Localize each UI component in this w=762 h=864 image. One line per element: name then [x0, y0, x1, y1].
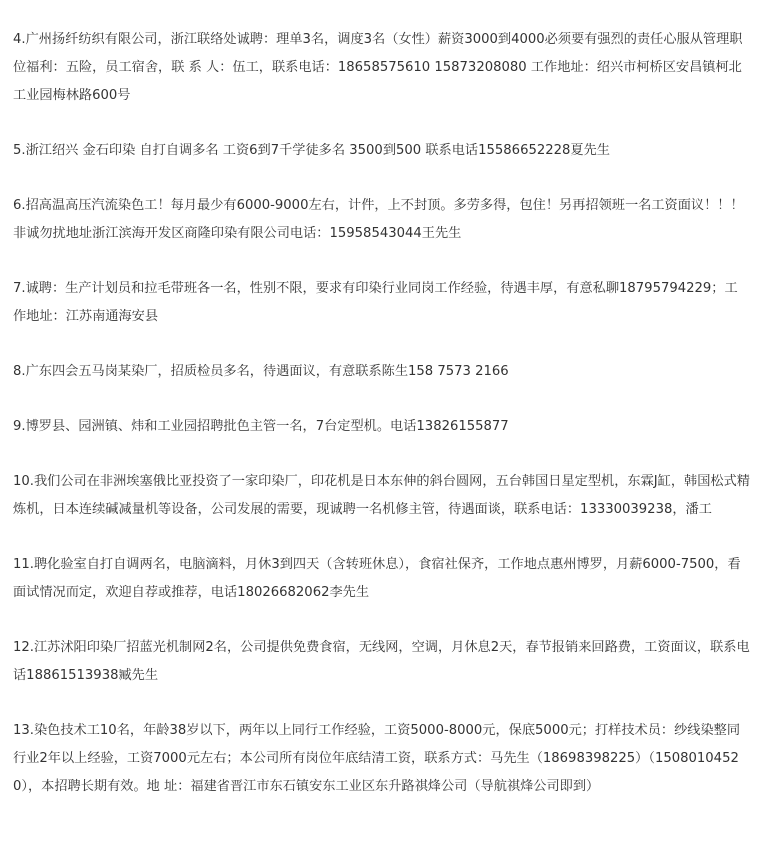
listing-item-12 [13, 634, 750, 690]
listing-item-6 [13, 192, 750, 248]
listing-text: 6.招高温高压汽流染色工！每月最少有6000-9000左右，计件，上不封顶。多劳多得，包住！另再招领班一名工资面议！！！非诚勿扰地址浙江滨海开发区商隆印染有限公司电话：15958543044王先生 [13, 198, 744, 241]
listing-item-7 [13, 275, 750, 331]
listing-item-9 [13, 413, 750, 441]
listing-text: 9.博罗县、园洲镇、炜和工业园招聘批色主管一名，7台定型机。电话13826155877 [13, 419, 509, 434]
listing-item-11 [13, 551, 750, 607]
listing-text: 5.浙江绍兴 金石印染 自打自调多名 工资6到7千学徒多名 3500到500 联系电话15586652228夏先生 [13, 143, 610, 158]
listing-text: 4.广州扬纤纺织有限公司，浙江联络处诚聘：理单3名，调度3名（女性）薪资3000到4000必须要有强烈的责任心服从管理职位福利：五险，员工宿舍，联 系 人：伍工，联系电话：18658575610 15873208080 工作地址：绍兴市柯桥区安昌镇柯北工业园梅林路600号 [13, 32, 743, 103]
listing-text: 8.广东四会五马岗某染厂，招质检员多名，待遇面议，有意联系陈生158 7573 2166 [13, 364, 509, 379]
listing-text: 11.聘化验室自打自调两名，电脑滴料，月休3到四天（含转班休息），食宿社保齐，工作地点惠州博罗，月薪6000-7500，看面试情况而定，欢迎自荐或推荐，电话18026682062李先生 [13, 557, 741, 600]
listing-text: 10.我们公司在非洲埃塞俄比亚投资了一家印染厂，印花机是日本东伸的斜台圆网，五台韩国日星定型机，东霖J缸，韩国松式精炼机，日本连续碱减量机等设备，公司发展的需要，现诚聘一名机修主管，待遇面谈，联系电话：13330039238，潘工 [13, 474, 750, 517]
listing-item-13 [13, 717, 750, 801]
listing-text: 13.染色技术工10名，年龄38岁以下，两年以上同行工作经验，工资5000-8000元，保底5000元；打样技术员：纱线染整同行业2年以上经验，工资7000元左右；本公司所有岗位年底结清工资，联系方式：马先生（18698398225）（15080104520），本招聘长期有效。地 址：福建省晋江市东石镇安东工业区东升路祺烽公司（导航祺烽公司即到） [13, 723, 741, 794]
listing-item-8 [13, 358, 750, 386]
listing-item-10 [13, 468, 750, 524]
listing-item-5 [13, 137, 750, 165]
listing-item-4 [13, 26, 750, 110]
listing-text: 7.诚聘：生产计划员和拉毛带班各一名，性别不限，要求有印染行业同岗工作经验，待遇丰厚，有意私聊18795794229；工作地址：江苏南通海安县 [13, 281, 738, 324]
listing-text: 12.江苏沭阳印染厂招蓝光机制网2名，公司提供免费食宿，无线网，空调，月休息2天，春节报销来回路费，工资面议，联系电话18861513938臧先生 [13, 640, 750, 683]
